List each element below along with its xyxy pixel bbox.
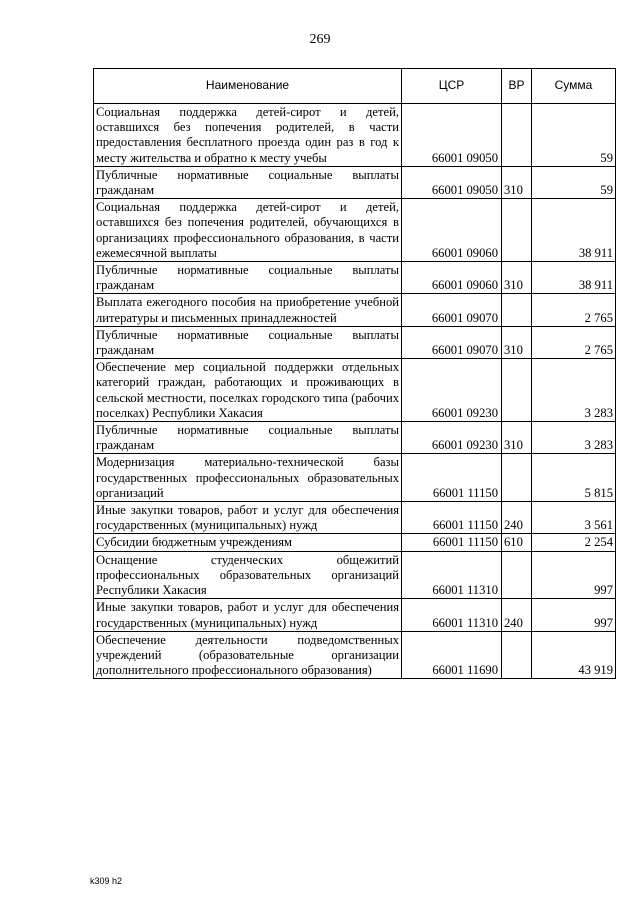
cell-sum: 5 815 <box>532 454 616 502</box>
cell-sum: 43 919 <box>532 631 616 679</box>
table-row <box>94 599 616 631</box>
cell-name: Публичные нормативные социальные выплаты гражданам <box>94 166 402 198</box>
cell-vr: 310 <box>502 422 532 454</box>
table-row <box>94 631 616 679</box>
cell-name: Модернизация материально-технической базы государственных профессиональных образовательных организаций <box>94 454 402 502</box>
cell-csr: 66001 11690 <box>402 631 502 679</box>
cell-sum: 2 254 <box>532 534 616 551</box>
cell-csr: 66001 09060 <box>402 262 502 294</box>
cell-name: Обеспечение мер социальной поддержки отдельных категорий граждан, работающих и проживающих в сельской местности, поселках городского типа (рабочих поселках) Республики Хакасия <box>94 359 402 422</box>
table-row <box>94 534 616 551</box>
budget-table <box>93 68 616 679</box>
table-row <box>94 502 616 534</box>
cell-sum: 3 283 <box>532 359 616 422</box>
cell-vr <box>502 359 532 422</box>
cell-csr: 66001 11150 <box>402 502 502 534</box>
cell-sum: 2 765 <box>532 326 616 358</box>
cell-vr <box>502 199 532 262</box>
cell-csr: 66001 11310 <box>402 551 502 599</box>
cell-vr <box>502 294 532 326</box>
header-sum: Сумма <box>532 69 616 104</box>
cell-sum: 997 <box>532 599 616 631</box>
cell-name: Публичные нормативные социальные выплаты гражданам <box>94 326 402 358</box>
cell-name: Выплата ежегодного пособия на приобретение учебной литературы и письменных принадлежностей <box>94 294 402 326</box>
cell-name: Субсидии бюджетным учреждениям <box>94 534 402 551</box>
cell-name: Иные закупки товаров, работ и услуг для обеспечения государственных (муниципальных) нужд <box>94 502 402 534</box>
cell-vr <box>502 631 532 679</box>
cell-sum: 3 561 <box>532 502 616 534</box>
cell-csr: 66001 11310 <box>402 599 502 631</box>
cell-vr: 240 <box>502 502 532 534</box>
header-csr: ЦСР <box>402 69 502 104</box>
footer-code: k309 h2 <box>90 876 123 886</box>
table-row <box>94 422 616 454</box>
cell-vr: 310 <box>502 262 532 294</box>
table-header-row <box>94 69 616 104</box>
table-row <box>94 166 616 198</box>
cell-sum: 997 <box>532 551 616 599</box>
cell-csr: 66001 09050 <box>402 104 502 167</box>
cell-csr: 66001 09230 <box>402 422 502 454</box>
table-row <box>94 294 616 326</box>
cell-vr <box>502 104 532 167</box>
table-row <box>94 359 616 422</box>
cell-vr: 310 <box>502 326 532 358</box>
cell-csr: 66001 09230 <box>402 359 502 422</box>
cell-name: Обеспечение деятельности подведомственных учреждений (образовательные организации дополнительного профессионального образования) <box>94 631 402 679</box>
cell-sum: 59 <box>532 166 616 198</box>
table-row <box>94 262 616 294</box>
cell-name: Публичные нормативные социальные выплаты гражданам <box>94 262 402 294</box>
cell-sum: 38 911 <box>532 262 616 294</box>
table-row <box>94 199 616 262</box>
cell-sum: 3 283 <box>532 422 616 454</box>
header-vr: ВР <box>502 69 532 104</box>
cell-name: Оснащение студенческих общежитий профессиональных образовательных организаций Республики Хакасия <box>94 551 402 599</box>
cell-csr: 66001 09050 <box>402 166 502 198</box>
cell-csr: 66001 09070 <box>402 294 502 326</box>
table-row <box>94 326 616 358</box>
cell-sum: 2 765 <box>532 294 616 326</box>
cell-name: Публичные нормативные социальные выплаты гражданам <box>94 422 402 454</box>
cell-vr: 240 <box>502 599 532 631</box>
cell-csr: 66001 11150 <box>402 454 502 502</box>
cell-csr: 66001 09060 <box>402 199 502 262</box>
cell-csr: 66001 11150 <box>402 534 502 551</box>
table-row <box>94 454 616 502</box>
cell-name: Социальная поддержка детей-сирот и детей, оставшихся без попечения родителей, в части предоставления бесплатного проезда один раз в год к месту жительства и обратно к месту учебы <box>94 104 402 167</box>
header-name: Наименование <box>94 69 402 104</box>
cell-sum: 38 911 <box>532 199 616 262</box>
table-row <box>94 551 616 599</box>
cell-vr: 310 <box>502 166 532 198</box>
table-row <box>94 104 616 167</box>
cell-vr <box>502 454 532 502</box>
cell-vr: 610 <box>502 534 532 551</box>
cell-vr <box>502 551 532 599</box>
cell-csr: 66001 09070 <box>402 326 502 358</box>
cell-name: Иные закупки товаров, работ и услуг для обеспечения государственных (муниципальных) нужд <box>94 599 402 631</box>
page-number: 269 <box>309 32 331 47</box>
cell-name: Социальная поддержка детей-сирот и детей, оставшихся без попечения родителей, обучающихся в организациях профессионального образования, в части ежемесячной выплаты <box>94 199 402 262</box>
cell-sum: 59 <box>532 104 616 167</box>
